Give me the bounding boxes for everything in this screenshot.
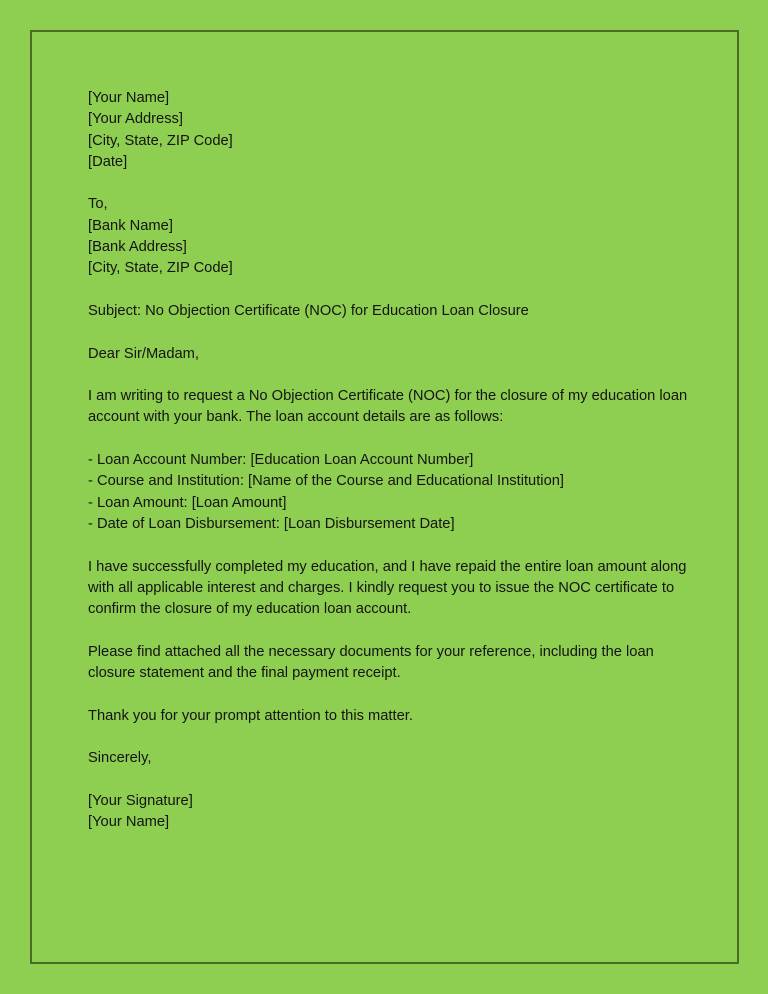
spacer-after-recipient	[88, 280, 688, 301]
signature-name-line: [Your Name]	[88, 814, 170, 831]
loan-detail-item: - Course and Institution: [Name of the Course and Educational Institution]	[88, 473, 564, 490]
spacer-after-completion	[88, 620, 688, 641]
opening-paragraph: I am writing to request a No Objection Certificate (NOC) for the closure of my education loan account with your bank. The loan account details are as follows:	[88, 388, 688, 426]
spacer-after-sender	[88, 173, 688, 194]
spacer-after-opening	[88, 429, 688, 450]
spacer-after-closing	[88, 770, 688, 791]
sender-address-block	[88, 88, 688, 173]
loan-details-list	[88, 450, 688, 535]
recipient-city-state-zip-line: [City, State, ZIP Code]	[88, 260, 233, 277]
spacer-after-subject	[88, 322, 688, 343]
sender-date-line: [Date]	[88, 153, 128, 170]
letter-body	[88, 88, 688, 833]
spacer-after-greeting	[88, 365, 688, 386]
recipient-bank-address-line: [Bank Address]	[88, 239, 187, 256]
spacer-after-details	[88, 535, 688, 556]
signature-block	[88, 791, 688, 834]
loan-detail-item: - Date of Loan Disbursement: [Loan Disbursement Date]	[88, 515, 455, 532]
closing-line: Sincerely,	[88, 750, 152, 767]
recipient-to-label: To,	[88, 196, 108, 213]
signature-placeholder-line: [Your Signature]	[88, 792, 193, 809]
loan-detail-item: - Loan Account Number: [Education Loan Account Number]	[88, 452, 474, 469]
sender-city-state-zip-line: [City, State, ZIP Code]	[88, 132, 233, 149]
attachments-paragraph: Please find attached all the necessary documents for your reference, including the loan closure statement and the final payment receipt.	[88, 643, 654, 682]
recipient-bank-name-line: [Bank Name]	[88, 217, 173, 234]
completion-paragraph: I have successfully completed my education, and I have repaid the entire loan amount along with all applicable interest and charges. I kindly request you to issue the NOC certificate to confirm the closure of my education loan account.	[88, 558, 687, 618]
greeting-line: Dear Sir/Madam,	[88, 345, 200, 362]
thanks-paragraph: Thank you for your prompt attention to this matter.	[88, 707, 413, 724]
spacer-after-attachments	[88, 684, 688, 705]
sender-name-line: [Your Name]	[88, 90, 170, 106]
subject-line: Subject: No Objection Certificate (NOC) for Education Loan Closure	[88, 302, 529, 319]
recipient-address-block	[88, 194, 688, 279]
spacer-after-thanks	[88, 727, 688, 748]
sender-address-line: [Your Address]	[88, 111, 183, 128]
loan-detail-item: - Loan Amount: [Loan Amount]	[88, 494, 287, 511]
